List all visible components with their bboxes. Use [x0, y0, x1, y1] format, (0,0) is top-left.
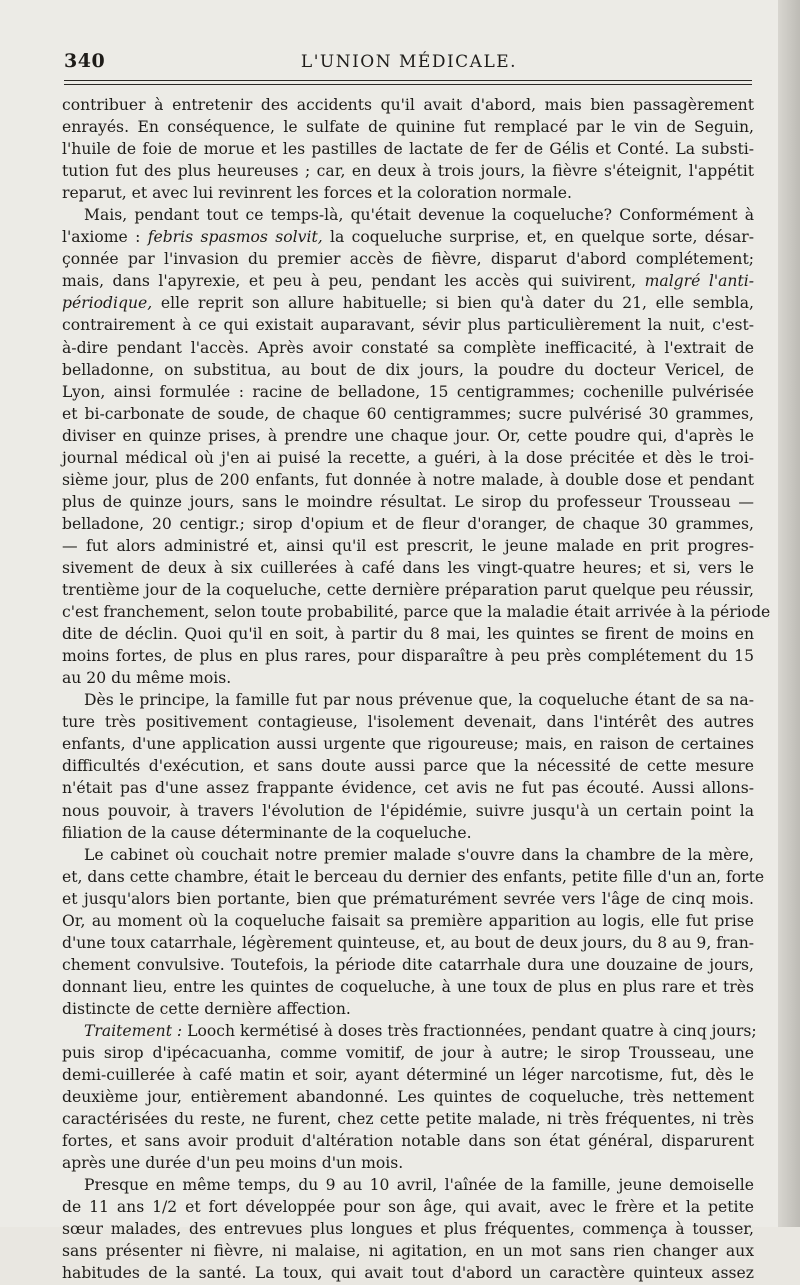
text-line: tution fut des plus heureuses ; car, en deux à trois jours, la fièvre s'éteignit, l'appétit [62, 162, 754, 181]
text-line: trentième jour de la coqueluche, cette dernière préparation parut quelque peu réussir, [62, 581, 754, 600]
text-line: diviser en quinze prises, à prendre une chaque jour. Or, cette poudre qui, d'après le [62, 426, 754, 445]
text-line: au 20 du même mois. [62, 669, 232, 688]
italic-run: febris spasmos solvit, [147, 228, 323, 247]
text-line: et, dans cette chambre, était le berceau du dernier des enfants, petite fille d'un an, forte [62, 867, 765, 886]
text-line: çonnée par l'invasion du premier accès de fièvre, disparut d'abord complétement; [62, 250, 754, 269]
italic-run: Traitement : [84, 1021, 183, 1040]
page-number: 340 [64, 50, 106, 72]
text-run: mais, dans l'apyrexie, et peu à peu, pendant les accès qui suivirent, [62, 272, 645, 291]
text-line: dite de déclin. Quoi qu'il en soit, à partir du 8 mai, les quintes se firent de moins en [62, 625, 754, 644]
text-line: habitudes de la santé. La toux, qui avait tout d'abord un caractère quinteux assez [62, 1264, 754, 1283]
text-run: la coqueluche surprise, et, en quelque sorte, désar- [322, 228, 754, 247]
text-line: plus de quinze jours, sans le moindre résultat. Le sirop du professeur Trousseau — [62, 492, 754, 511]
italic-run: périodique, [62, 294, 153, 313]
text-run: l'axiome : [62, 228, 148, 247]
text-line: — fut alors administré et, ainsi qu'il est prescrit, le jeune malade en prit progres- [62, 536, 754, 555]
body-text [62, 94, 771, 1285]
text-line: enfants, d'une application aussi urgente que rigoureuse; mais, en raison de certaines [62, 735, 754, 754]
text-line: reparut, et avec lui revinrent les forces et la coloration normale. [62, 184, 572, 203]
text-line [62, 226, 754, 248]
text-line [62, 270, 754, 292]
text-run: Looch kermétisé à doses très fractionnées, pendant quatre à cinq jours; [182, 1021, 757, 1040]
text-line: n'était pas d'une assez frappante évidence, cet avis ne fut pas écouté. Aussi allons- [62, 779, 754, 798]
text-line: Lyon, ainsi formulée : racine de belladone, 15 centigrammes; cochenille pulvérisée [62, 382, 754, 401]
header-rule-thin [64, 84, 752, 85]
text-line: deuxième jour, entièrement abandonné. Les quintes de coqueluche, très nettement [62, 1088, 754, 1107]
text-line [62, 1020, 757, 1042]
text-line: Dès le principe, la famille fut par nous prévenue que, la coqueluche étant de sa na- [84, 691, 754, 710]
text-line: Mais, pendant tout ce temps-là, qu'était devenue la coqueluche? Conformément à [84, 206, 754, 225]
text-line: filiation de la cause déterminante de la coqueluche. [62, 823, 472, 842]
text-line: puis sirop d'ipécacuanha, comme vomitif, de jour à autre; le sirop Trousseau, une [62, 1044, 754, 1063]
text-line: à-dire pendant l'accès. Après avoir constaté sa complète inefficacité, à l'extrait de [62, 338, 754, 357]
text-line: donnant lieu, entre les quintes de coqueluche, à une toux de plus en plus rare et très [62, 977, 754, 996]
text-line: sième jour, plus de 200 enfants, fut donnée à notre malade, à double dose et pendant [62, 470, 754, 489]
text-line: ture très positivement contagieuse, l'isolement devenait, dans l'intérêt des autres [62, 713, 754, 732]
text-line: de 11 ans 1/2 et fort développée pour son âge, qui avait, avec le frère et la petite [62, 1198, 754, 1217]
text-line: Presque en même temps, du 9 au 10 avril, l'aînée de la famille, jeune demoiselle [84, 1176, 754, 1195]
text-line: belladonne, on substitua, au bout de dix jours, la poudre du docteur Vericel, de [62, 360, 754, 379]
text-line: enrayés. En conséquence, le sulfate de quinine fut remplacé par le vin de Seguin, [62, 118, 754, 137]
text-line: sans présenter ni fièvre, ni malaise, ni agitation, en un mot sans rien changer aux [62, 1242, 754, 1261]
header-rule [64, 80, 752, 81]
text-line: et jusqu'alors bien portante, bien que prématurément sevrée vers l'âge de cinq mois. [62, 889, 754, 908]
text-line: difficultés d'exécution, et sans doute aussi parce que la nécessité de cette mesure [62, 757, 754, 776]
text-line: après une durée d'un peu moins d'un mois. [62, 1154, 404, 1173]
text-line: sivement de deux à six cuillerées à café dans les vingt-quatre heures; et si, vers le [62, 558, 754, 577]
text-run: elle reprit son allure habituelle; si bien qu'à dater du 21, elle sembla, [152, 294, 754, 313]
text-line [62, 292, 754, 314]
page-edge-shadow [778, 0, 800, 1227]
text-line: c'est franchement, selon toute probabilité, parce que la maladie était arrivée à la période [62, 603, 771, 622]
text-line: chement convulsive. Toutefois, la période dite catarrhale dura une douzaine de jours, [62, 955, 754, 974]
text-line: belladone, 20 centigr.; sirop d'opium et de fleur d'oranger, de chaque 30 grammes, [62, 514, 754, 533]
text-line: nous pouvoir, à travers l'évolution de l'épidémie, suivre jusqu'à un certain point la [62, 801, 754, 820]
text-line: et bi-carbonate de soude, de chaque 60 centigrammes; sucre pulvérisé 30 grammes, [62, 404, 754, 423]
text-line: distincte de cette dernière affection. [62, 999, 351, 1018]
journal-title: L'UNION MÉDICALE. [300, 52, 518, 72]
text-line: sœur malades, des entrevues plus longues et plus fréquentes, commença à tousser, [62, 1220, 754, 1239]
text-line: Or, au moment où la coqueluche faisait sa première apparition au logis, elle fut prise [62, 911, 754, 930]
running-head [64, 50, 754, 76]
text-line: Le cabinet où couchait notre premier malade s'ouvre dans la chambre de la mère, [84, 845, 754, 864]
text-line: contrairement à ce qui existait auparavant, sévir plus particulièrement la nuit, c'est- [62, 316, 754, 335]
text-line: demi-cuillerée à café matin et soir, ayant déterminé un léger narcotisme, fut, dès le [62, 1066, 754, 1085]
text-line: journal médical où j'en ai puisé la recette, a guéri, à la dose précitée et dès le troi- [62, 448, 754, 467]
italic-run: malgré l'anti- [644, 272, 754, 291]
text-line: moins fortes, de plus en plus rares, pour disparaître à peu près complétement du 15 [62, 647, 754, 666]
text-line: fortes, et sans avoir produit d'altération notable dans son état général, disparurent [62, 1132, 754, 1151]
text-line: caractérisées du reste, ne furent, chez cette petite malade, ni très fréquentes, ni très [62, 1110, 754, 1129]
text-line: contribuer à entretenir des accidents qu'il avait d'abord, mais bien passagèrement [62, 96, 754, 114]
text-line: d'une toux catarrhale, légèrement quinteuse, et, au bout de deux jours, du 8 au 9, fran- [62, 933, 755, 952]
text-line: l'huile de foie de morue et les pastilles de lactate de fer de Gélis et Conté. La substi- [62, 140, 754, 159]
